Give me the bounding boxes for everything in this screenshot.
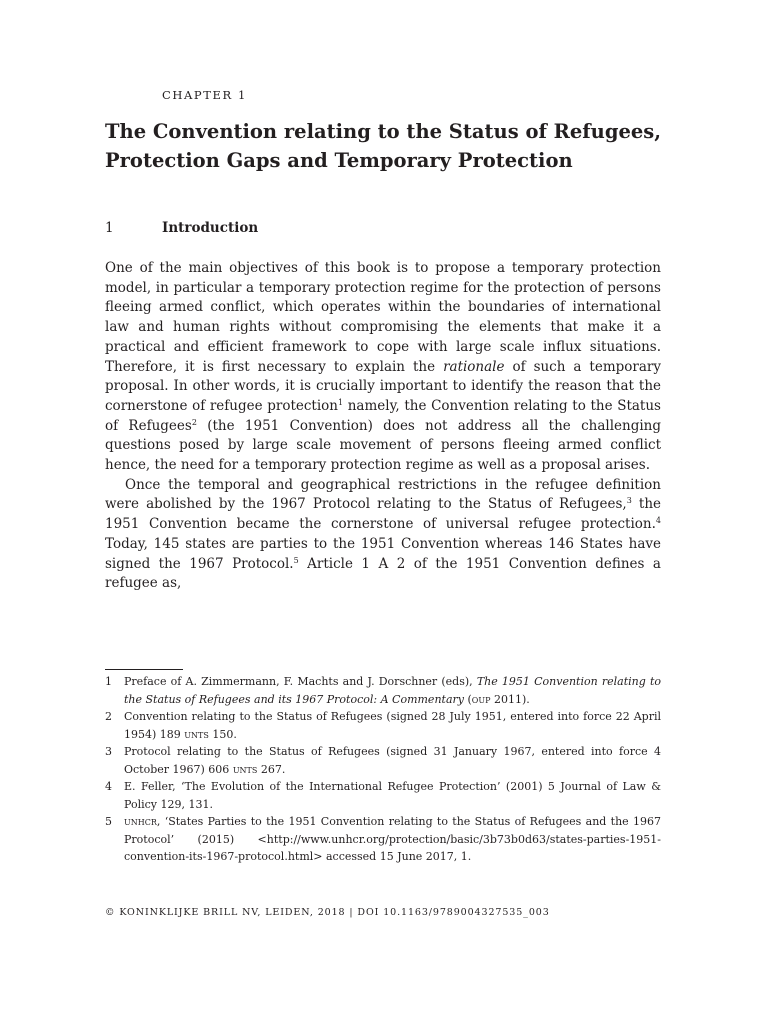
copyright-footer: © KONINKLIJKE BRILL NV, LEIDEN, 2018 | DOI 10.1163/9789004327535_003 xyxy=(105,907,550,918)
footnote-text xyxy=(124,708,661,743)
footnote-3-text-a: Protocol relating to the Status of Refugees (signed 31 January 1967, entered into force 4 October 1967) 606 xyxy=(124,745,661,776)
footnote-5-org: unhcr xyxy=(124,815,157,828)
footnote-2-text-b: 150. xyxy=(208,727,237,741)
paragraph-2-text-c: Today, 145 states are parties to the 1951 Convention whereas 146 States have signed the 1967 Protocol. xyxy=(105,535,661,572)
footnote-1-text-c: 2011). xyxy=(490,692,530,706)
footnote-2 xyxy=(105,708,661,743)
chapter-title-line-1: The Convention relating to the Status of Refugees, xyxy=(105,120,662,143)
footnote-ref-2[interactable]: 2 xyxy=(191,417,197,427)
paragraph-2-text-a: Once the temporal and geographical restrictions in the refugee definition were abolished by the 1967 Protocol relating to the Status of Refugees, xyxy=(105,476,661,513)
footnote-1-title: The 1951 Convention relating to the Status of Refugees and its 1967 Protocol: A Commentary xyxy=(124,675,661,706)
footnote-1 xyxy=(105,673,661,708)
footnote-text xyxy=(124,813,661,866)
paragraph-1-text-c: namely, the Convention relating to the Status of Refugees xyxy=(105,397,661,434)
footnote-ref-5[interactable]: 5 xyxy=(293,555,299,565)
footnotes-list xyxy=(105,673,661,866)
footnote-number: 1 xyxy=(105,675,112,688)
footnote-5-text: , ‘States Parties to the 1951 Convention relating to the Status of Refugees and the 1967 Protocol’ (2015) <http://www.unhcr.org/protection/basic/3b73b0d63/states-parties-1951-convention-its-1967-protocol.html> accessed 15 June 2017, 1. xyxy=(124,815,661,863)
chapter-label: CHAPTER 1 xyxy=(162,88,247,102)
footnote-text xyxy=(124,743,661,778)
footnote-ref-1[interactable]: 1 xyxy=(338,397,344,407)
footnote-number: 5 xyxy=(105,815,112,828)
footnote-3-text-b: 267. xyxy=(257,762,286,776)
section-number: 1 xyxy=(105,220,114,236)
paragraph-1-emphasis: rationale xyxy=(443,358,505,375)
footnote-1-text-b: ( xyxy=(463,692,472,706)
paragraph-1-text-b: of such a temporary proposal. In other words, it is crucially important to identify the reason that the cornerstone of refugee protection xyxy=(105,358,661,414)
footnote-2-text-a: Convention relating to the Status of Refugees (signed 28 July 1951, entered into force 22 April 1954) 189 xyxy=(124,710,661,741)
footnote-1-text-a: Preface of A. Zimmermann, F. Machts and J. Dorschner (eds), xyxy=(124,675,477,688)
chapter-title-line-2: Protection Gaps and Temporary Protection xyxy=(105,149,573,172)
footnote-3-series: unts xyxy=(232,762,258,776)
paragraph-2-text-b: the 1951 Convention became the cornerstone of universal refugee protection. xyxy=(105,496,662,533)
footnote-1-publisher: oup xyxy=(471,692,491,706)
footnote-divider xyxy=(105,669,183,670)
footnote-text xyxy=(124,673,661,708)
footnote-number: 4 xyxy=(105,780,112,793)
footnote-ref-3[interactable]: 3 xyxy=(626,496,632,506)
footnote-5 xyxy=(105,813,661,866)
footnote-ref-4[interactable]: 4 xyxy=(655,516,661,526)
chapter-title xyxy=(105,117,685,175)
paragraph-2 xyxy=(105,476,661,594)
footnote-text: E. Feller, ‘The Evolution of the International Refugee Protection’ (2001) 5 Journal of Law & Policy 129, 131. xyxy=(124,780,661,811)
section-title: Introduction xyxy=(162,220,259,236)
paragraph-1-text-d: (the 1951 Convention) does not address all the challenging questions posed by large scale movement of persons fleeing armed conflict hence, the need for a temporary protection regime as well as a proposal arises. xyxy=(105,417,661,474)
footnote-3 xyxy=(105,743,661,778)
body-text xyxy=(105,259,661,594)
footnote-number: 3 xyxy=(105,745,112,758)
paragraph-1 xyxy=(105,259,661,476)
paragraph-2-text-d: Article 1 A 2 of the 1951 Convention defines a refugee as, xyxy=(105,555,661,592)
section-heading xyxy=(105,220,258,236)
footnote-4 xyxy=(105,778,661,813)
paragraph-1-text-a: One of the main objectives of this book is to propose a temporary protection model, in particular a temporary protection regime for the protection of persons fleeing armed conflict, which operates within the boundaries of international law and human rights without compromising the elements that make it a practical and efficient framework to cope with large scale influx situations. Therefore, it is first necessary to explain the xyxy=(105,260,661,375)
footnote-2-series: unts xyxy=(184,727,209,741)
footnote-number: 2 xyxy=(105,710,112,723)
